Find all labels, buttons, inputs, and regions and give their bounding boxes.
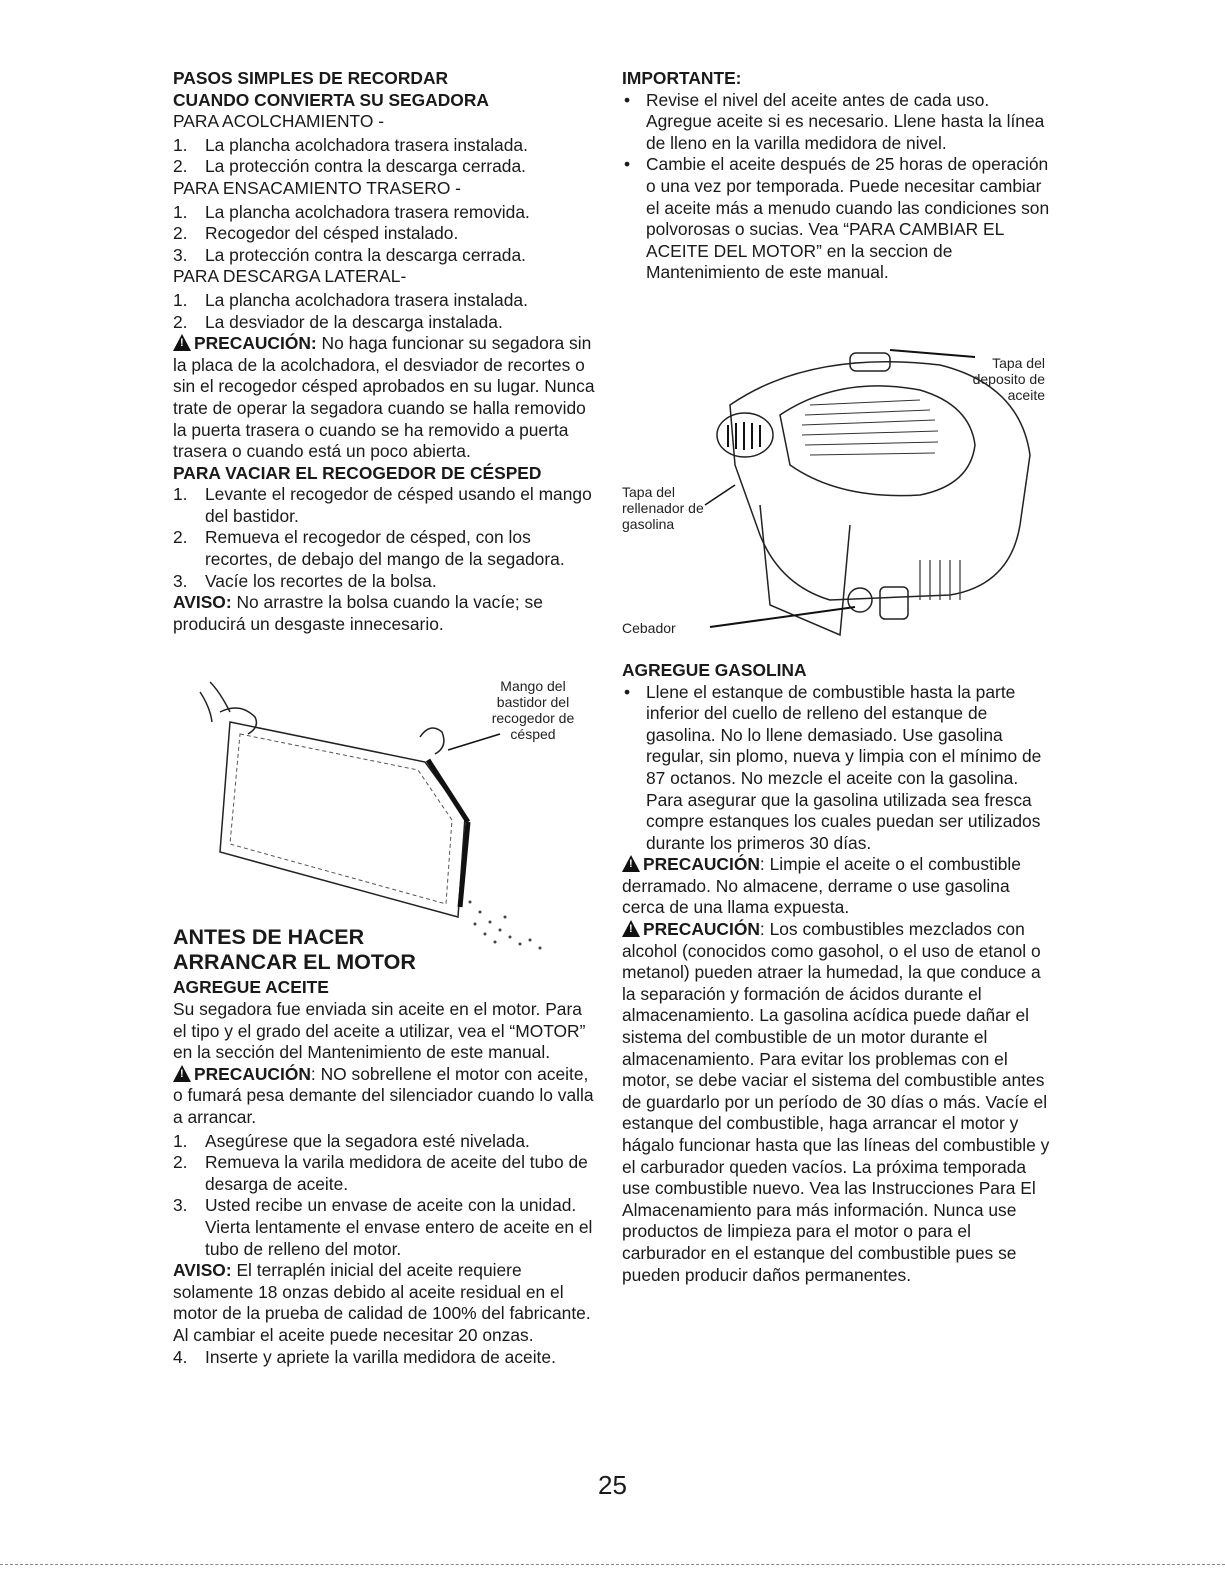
bag-list — [173, 202, 598, 267]
warning-icon — [173, 1065, 191, 1082]
add-gas-title: AGREGUE GASOLINA — [622, 659, 807, 680]
empty-bag-title: PARA VACIAR EL RECOGEDOR DE CÉSPED — [173, 462, 542, 483]
add-oil-text: Su segadora fue enviada sin aceite en el motor. Para el tipo y el grado del aceite a utilizar, vea el “MOTOR” en la sección del Mantenimiento de este manual. — [173, 999, 586, 1063]
aviso-2: AVISO: El terraplén inicial del aceite requiere solamente 18 onzas debido al aceite residual en el motor de la prueba de calidad de 100% del fabricante. Al cambiar el aceite puede necesitar 20 onzas. — [173, 1260, 591, 1345]
bag-title: PARA ENSACAMIENTO TRASERO - — [173, 177, 461, 198]
primer-callout: Cebador — [622, 620, 676, 636]
oil-step-4 — [173, 1347, 598, 1369]
right-column — [622, 68, 1054, 1286]
warning-icon — [622, 920, 640, 937]
list-item: 2. La protección contra la descarga cerrada. — [173, 156, 526, 177]
side-title: PARA DESCARGA LATERAL- — [173, 266, 407, 287]
list-item: 4. Inserte y apriete la varilla medidora de aceite. — [173, 1346, 556, 1367]
page-number: 25 — [598, 1470, 627, 1500]
list-item: 2. La desviador de la descarga instalada. — [173, 311, 503, 332]
list-item: 1. Levante el recogedor de césped usando el mango del bastidor. — [173, 484, 592, 526]
oil-steps-list — [173, 1131, 598, 1261]
aviso-1: AVISO: No arrastre la bolsa cuando la vacíe; se producirá un desgaste innecesario. — [173, 592, 543, 634]
important-list — [622, 90, 1054, 284]
list-item: 2. Remueva la varila medidora de aceite del tubo de desarga de aceite. — [173, 1152, 588, 1194]
caution-4: !PRECAUCIÓN: Los combustibles mezclados con alcohol (conocidos como gasohol, o el uso de etanol o metanol) pueden atraer la humedad, la que conduce a la separación y formación de ácidos durante el almacenamiento. La gasolina acídica puede dañar el sistema del combustible de un motor durante el almacenamiento. Para evitar los problemas con el motor, se debe vaciar el sistema del combustible antes de guardarlo por un período de 30 días o más. Vacíe el estanque del combustible, haga arrancar el motor y hágalo funcionar hasta que las líneas del combustible y el carburador queden vacíos. La próxima temporada use combustible nuevo. Vea las Instrucciones Para El Almacenamiento para más información. Nunca use productos de limpieza para el motor o para el carburador en el estanque del combustible pues se pueden producir daños permanentes. — [622, 919, 1054, 1286]
list-item: 3. Usted recibe un envase de aceite con la unidad. Vierta lentamente el envase entero de aceite en el tubo de relleno del motor. — [173, 1195, 593, 1259]
big-heading-line1: ANTES DE HACER — [173, 925, 365, 950]
list-item: 2. Remueva el recogedor de césped, con los recortes, de debajo del mango de la segadora. — [173, 527, 565, 570]
list-item: 1. La plancha acolchadora trasera instalada. — [173, 289, 528, 310]
mulch-list — [173, 135, 598, 178]
list-item: 1. La plancha acolchadora trasera instalada. — [173, 134, 528, 155]
fuel-cap-callout: Tapa del rellenador de gasolina — [622, 484, 704, 532]
gas-list — [622, 682, 1054, 855]
warning-icon — [173, 334, 191, 351]
list-item: 3. La protección contra la descarga cerrada. — [173, 244, 526, 265]
big-heading-line2: ARRANCAR EL MOTOR — [173, 950, 416, 975]
caution-2: !PRECAUCIÓN: NO sobrellene el motor con aceite, o fumará pesa demante del silenciador cuando lo valla a arrancar. — [173, 1064, 598, 1129]
list-item: 2. Recogedor del césped instalado. — [173, 223, 459, 244]
list-item: • Revise el nivel del aceite antes de cada uso. Agregue aceite si es necesario. Llene hasta la línea de lleno en la varilla medidora de nivel. — [624, 89, 1045, 153]
caution-3: !PRECAUCIÓN: Limpie el aceite o el combustible derramado. No almacene, derrame o use gasolina cerca de una llama expuesta. — [622, 854, 1054, 919]
warning-icon — [622, 855, 640, 872]
oil-cap-callout: Tapa del deposito de aceite — [972, 355, 1045, 403]
side-list — [173, 290, 598, 333]
heading-simple-steps: PASOS SIMPLES DE RECORDAR — [173, 68, 449, 88]
add-oil-title: AGREGUE ACEITE — [173, 977, 329, 998]
heading-convert-mower: CUANDO CONVIERTA SU SEGADORA — [173, 89, 489, 110]
footer-divider — [0, 1564, 1225, 1565]
mulch-title: PARA ACOLCHAMIENTO - — [173, 111, 384, 132]
caution-1: !PRECAUCIÓN: No haga funcionar su segadora sin la placa de la acolchadora, el desviador de recortes o sin el recogedor césped aprobados en su lugar. Nunca trate de operar la segadora cuando se halla removido la puerta trasera o cuando se ha removido a puerta trasera o cuando está un poco abierta. — [173, 333, 598, 463]
list-item: 3. Vacíe los recortes de la bolsa. — [173, 570, 437, 591]
list-item: • Llene el estanque de combustible hasta la parte inferior del cuello de relleno del estanque de gasolina. No lo llene demasiado. Use gasolina regular, sin plomo, nueva y limpia con el mínimo de 87 octanos. No mezcle el aceite con la gasolina. Para asegurar que la gasolina utilizada sea fresca compre estanques los cuales puedan ser utilizados durante los primeros 30 días. — [624, 681, 1042, 853]
list-item: 1. Asegúrese que la segadora esté nivelada. — [173, 1130, 530, 1151]
empty-bag-list — [173, 484, 598, 592]
list-item: 1. La plancha acolchadora trasera removida. — [173, 201, 530, 222]
important-title: IMPORTANTE: — [622, 68, 742, 88]
grass-catcher-handle-callout: Mango del bastidor del recogedor de césped — [491, 678, 575, 742]
list-item: • Cambie el aceite después de 25 horas de operación o una vez por temporada. Puede necesitar cambiar el aceite más a menudo cuando las condiciones son polvorosas o sucias. Vea “PARA CAMBIAR EL ACEITE DEL MOTOR” en la seccion de Mantenimiento de este manual. — [624, 154, 1050, 283]
